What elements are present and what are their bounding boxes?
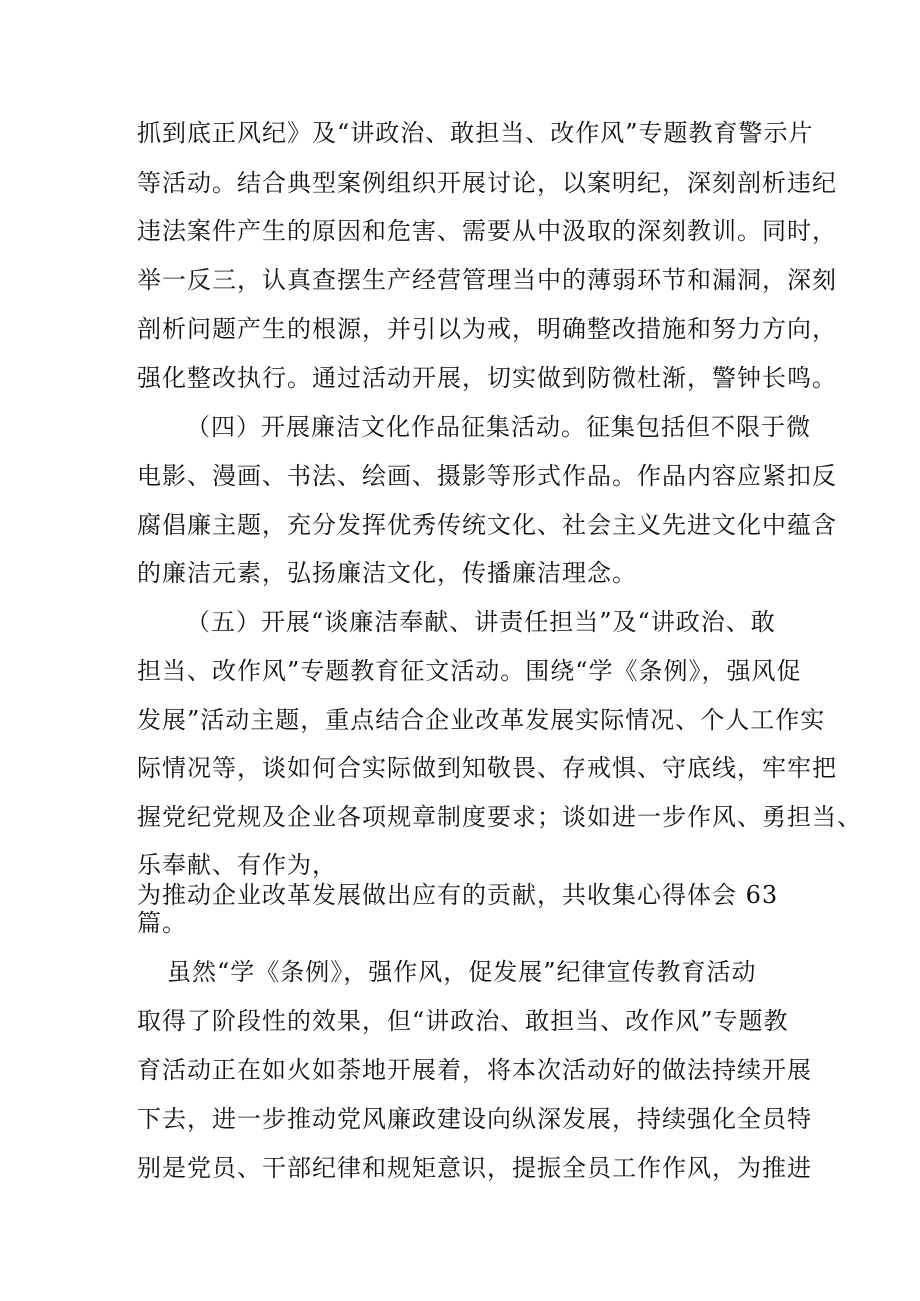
text-line: 为推动企业改革发展做出应有的贡献，共收集心得体会 63: [137, 881, 779, 909]
text-line: 的廉洁元素，弘扬廉洁文化，传播廉洁理念。: [137, 559, 637, 587]
text-line: 违法案件产生的原因和危害、需要从中汲取的深刻教训。同时，: [137, 217, 837, 245]
text-line: 抓到底正风纪》及“讲政治、敢担当、改作风”专题教育警示片: [137, 119, 814, 147]
text-line: 电影、漫画、书法、绘画、摄影等形式作品。作品内容应紧扣反: [137, 462, 837, 490]
text-line: 腐倡廉主题，充分发挥优秀传统文化、社会主义先进文化中蕴含: [137, 511, 837, 539]
text-line: 取得了阶段性的效果，但“讲政治、敢担当、改作风”专题教: [137, 1007, 789, 1035]
text-line: 下去，进一步推动党风廉政建设向纵深发展，持续强化全员特: [137, 1105, 812, 1133]
text-line: 剖析问题产生的根源，并引以为戒，明确整改措施和努力方向，: [137, 315, 837, 343]
text-line: 乐奉献、有作为，: [137, 851, 337, 879]
text-line: 强化整改执行。通过活动开展，切实做到防微杜渐，警钟长鸣。: [137, 364, 837, 392]
text-line: 育活动正在如火如荼地开展着，将本次活动好的做法持续开展: [137, 1056, 812, 1084]
conclusion-paragraph-start: 虽然“学《条例》，强作风，促发展”纪律宣传教育活动: [167, 958, 757, 986]
section-heading-4: （四）开展廉洁文化作品征集活动。征集包括但不限于微: [186, 413, 811, 441]
text-line: 别是党员、干部纪律和规矩意识，提振全员工作作风，为推进: [137, 1154, 812, 1182]
text-line: 举一反三，认真查摆生产经营管理当中的薄弱环节和漏洞，深刻: [137, 266, 837, 294]
text-line: 际情况等，谈如何合实际做到知敬畏、存戒惧、守底线，牢牢把: [137, 754, 837, 782]
text-line: 篇。: [137, 909, 187, 937]
text-line: 发展”活动主题，重点结合企业改革发展实际情况、个人工作实: [137, 706, 826, 734]
text-line: 等活动。结合典型案例组织开展讨论，以案明纪，深刻剖析违纪: [137, 169, 837, 197]
text-line: 握党纪党规及企业各项规章制度要求；谈如进一步作风、勇担当、: [137, 803, 862, 831]
text-line: 担当、改作风”专题教育征文活动。围绕“学《条例》，强风促: [137, 657, 802, 685]
section-heading-5: （五）开展“谈廉洁奉献、讲责任担当”及“讲政治、敢: [186, 608, 776, 636]
